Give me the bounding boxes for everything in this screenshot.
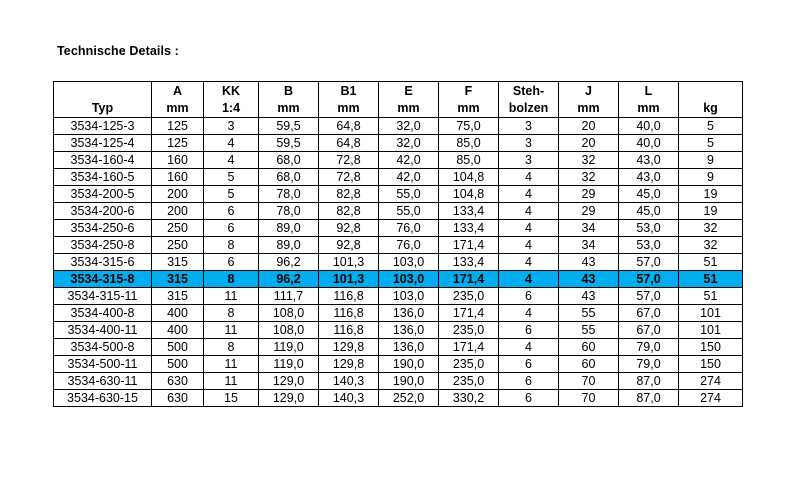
header-row: [54, 82, 743, 118]
table-cell: 101,3: [319, 271, 379, 288]
table-cell: 133,4: [439, 254, 499, 271]
table-row-highlighted: [54, 271, 743, 288]
table-cell: 104,8: [439, 169, 499, 186]
table-cell: 85,0: [439, 135, 499, 152]
table-row: [54, 322, 743, 339]
table-cell: 104,8: [439, 186, 499, 203]
table-cell: 116,8: [319, 305, 379, 322]
table-cell: 6: [499, 356, 559, 373]
table-cell: 274: [679, 373, 743, 390]
table-cell: 140,3: [319, 373, 379, 390]
table-cell: 67,0: [619, 305, 679, 322]
column-header-bottom: 1:4: [221, 101, 241, 115]
table-cell: 171,4: [439, 237, 499, 254]
technical-details-table: [53, 81, 743, 407]
table-cell: 29: [559, 203, 619, 220]
table-cell: 45,0: [619, 203, 679, 220]
table-row: [54, 135, 743, 152]
table-cell: 4: [499, 169, 559, 186]
table-cell: 4: [499, 339, 559, 356]
section-title: Technische Details :: [57, 44, 179, 58]
table-cell: 315: [152, 254, 204, 271]
type-cell: 3534-630-15: [54, 390, 152, 407]
column-header: [499, 82, 559, 118]
table-cell: 250: [152, 237, 204, 254]
table-cell: 3: [499, 152, 559, 169]
table-cell: 45,0: [619, 186, 679, 203]
table-row: [54, 356, 743, 373]
table-cell: 103,0: [379, 288, 439, 305]
table-cell: 4: [499, 203, 559, 220]
table-cell: 34: [559, 237, 619, 254]
column-header-bottom: Typ: [91, 101, 114, 115]
table-cell: 235,0: [439, 288, 499, 305]
table-cell: 53,0: [619, 220, 679, 237]
table-cell: 78,0: [259, 203, 319, 220]
column-header: [379, 82, 439, 118]
table-row: [54, 237, 743, 254]
table-cell: 75,0: [439, 118, 499, 135]
table-cell: 29: [559, 186, 619, 203]
column-header-top: Steh-: [512, 84, 545, 98]
table-cell: 160: [152, 152, 204, 169]
type-cell: 3534-315-8: [54, 271, 152, 288]
table-cell: 235,0: [439, 373, 499, 390]
table-cell: 630: [152, 373, 204, 390]
table-cell: 9: [679, 152, 743, 169]
table-cell: 6: [499, 322, 559, 339]
table-cell: 79,0: [619, 339, 679, 356]
table-cell: 40,0: [619, 135, 679, 152]
column-header-bottom: mm: [277, 101, 300, 115]
table-cell: 79,0: [619, 356, 679, 373]
table-cell: 96,2: [259, 254, 319, 271]
table-cell: 140,3: [319, 390, 379, 407]
column-header-bottom: kg: [703, 101, 718, 115]
column-header: [619, 82, 679, 118]
table-cell: 60: [559, 339, 619, 356]
table-cell: 111,7: [259, 288, 319, 305]
table-cell: 8: [204, 271, 259, 288]
table-cell: 76,0: [379, 220, 439, 237]
table-cell: 34: [559, 220, 619, 237]
type-cell: 3534-125-4: [54, 135, 152, 152]
table-cell: 42,0: [379, 152, 439, 169]
table-cell: 119,0: [259, 339, 319, 356]
table-cell: 55,0: [379, 203, 439, 220]
table-cell: 4: [499, 305, 559, 322]
column-header: [204, 82, 259, 118]
table-cell: 200: [152, 203, 204, 220]
table-cell: 116,8: [319, 288, 379, 305]
column-header-top: [679, 83, 742, 100]
table-cell: 400: [152, 305, 204, 322]
table-cell: 57,0: [619, 271, 679, 288]
table-cell: 103,0: [379, 271, 439, 288]
table-cell: 4: [499, 254, 559, 271]
table-cell: 250: [152, 220, 204, 237]
table-cell: 129,0: [259, 373, 319, 390]
type-cell: 3534-630-11: [54, 373, 152, 390]
table-row: [54, 373, 743, 390]
table-cell: 92,8: [319, 237, 379, 254]
table-cell: 55: [559, 322, 619, 339]
type-cell: 3534-500-8: [54, 339, 152, 356]
table-cell: 4: [499, 237, 559, 254]
column-header-top: A: [172, 84, 183, 98]
table-cell: 171,4: [439, 339, 499, 356]
column-header-top: F: [464, 84, 473, 98]
table-cell: 68,0: [259, 169, 319, 186]
table-cell: 4: [499, 186, 559, 203]
table-cell: 32: [679, 220, 743, 237]
table-row: [54, 169, 743, 186]
type-cell: 3534-160-4: [54, 152, 152, 169]
table-cell: 85,0: [439, 152, 499, 169]
table-cell: 32,0: [379, 135, 439, 152]
table-cell: 43: [559, 254, 619, 271]
table-cell: 129,0: [259, 390, 319, 407]
table-cell: 125: [152, 118, 204, 135]
column-header-bottom: mm: [397, 101, 420, 115]
table-cell: 15: [204, 390, 259, 407]
table-cell: 101: [679, 322, 743, 339]
table-cell: 136,0: [379, 339, 439, 356]
table-cell: 43: [559, 288, 619, 305]
table-cell: 57,0: [619, 254, 679, 271]
table-cell: 5: [679, 135, 743, 152]
table-cell: 8: [204, 237, 259, 254]
column-header-bottom: mm: [166, 101, 189, 115]
column-header-bottom: mm: [637, 101, 660, 115]
table-cell: 330,2: [439, 390, 499, 407]
table-cell: 5: [204, 186, 259, 203]
column-header-bottom: mm: [457, 101, 480, 115]
table-cell: 235,0: [439, 356, 499, 373]
type-cell: 3534-200-5: [54, 186, 152, 203]
table-cell: 43,0: [619, 169, 679, 186]
table-cell: 252,0: [379, 390, 439, 407]
table-cell: 129,8: [319, 339, 379, 356]
column-header-top: [54, 83, 151, 100]
table-cell: 72,8: [319, 169, 379, 186]
table-cell: 89,0: [259, 220, 319, 237]
type-cell: 3534-125-3: [54, 118, 152, 135]
table-cell: 87,0: [619, 390, 679, 407]
table-cell: 3: [499, 118, 559, 135]
table-row: [54, 152, 743, 169]
table-cell: 82,8: [319, 203, 379, 220]
type-cell: 3534-250-8: [54, 237, 152, 254]
table-cell: 5: [204, 169, 259, 186]
table-cell: 19: [679, 186, 743, 203]
type-cell: 3534-160-5: [54, 169, 152, 186]
table-cell: 4: [499, 220, 559, 237]
table-cell: 160: [152, 169, 204, 186]
table-cell: 70: [559, 390, 619, 407]
table-cell: 4: [204, 135, 259, 152]
table-cell: 53,0: [619, 237, 679, 254]
table-cell: 72,8: [319, 152, 379, 169]
table-cell: 82,8: [319, 186, 379, 203]
table-cell: 43,0: [619, 152, 679, 169]
table-cell: 32: [559, 152, 619, 169]
table-cell: 32,0: [379, 118, 439, 135]
column-header: [319, 82, 379, 118]
table-body: [54, 118, 743, 407]
column-header-top: B1: [340, 84, 357, 98]
table-cell: 96,2: [259, 271, 319, 288]
table-cell: 190,0: [379, 356, 439, 373]
table-cell: 315: [152, 271, 204, 288]
table-row: [54, 203, 743, 220]
table-cell: 59,5: [259, 118, 319, 135]
table-cell: 67,0: [619, 322, 679, 339]
table-cell: 171,4: [439, 305, 499, 322]
table-cell: 55,0: [379, 186, 439, 203]
table-cell: 171,4: [439, 271, 499, 288]
type-cell: 3534-250-6: [54, 220, 152, 237]
table-cell: 64,8: [319, 118, 379, 135]
table-cell: 630: [152, 390, 204, 407]
type-cell: 3534-400-8: [54, 305, 152, 322]
table-cell: 57,0: [619, 288, 679, 305]
table-cell: 400: [152, 322, 204, 339]
table-cell: 55: [559, 305, 619, 322]
table-cell: 51: [679, 271, 743, 288]
table-cell: 70: [559, 373, 619, 390]
table-cell: 32: [679, 237, 743, 254]
column-header: [152, 82, 204, 118]
column-header-bottom: mm: [337, 101, 360, 115]
table-row: [54, 220, 743, 237]
table-cell: 87,0: [619, 373, 679, 390]
table-cell: 101: [679, 305, 743, 322]
table-cell: 6: [204, 203, 259, 220]
table-cell: 235,0: [439, 322, 499, 339]
table-cell: 89,0: [259, 237, 319, 254]
table-cell: 133,4: [439, 203, 499, 220]
table-cell: 40,0: [619, 118, 679, 135]
type-cell: 3534-400-11: [54, 322, 152, 339]
table-cell: 6: [499, 288, 559, 305]
column-header-bottom: bolzen: [508, 101, 549, 115]
table-cell: 103,0: [379, 254, 439, 271]
table-cell: 4: [499, 271, 559, 288]
column-header: [54, 82, 152, 118]
table-cell: 129,8: [319, 356, 379, 373]
table-cell: 76,0: [379, 237, 439, 254]
table-cell: 315: [152, 288, 204, 305]
table-cell: 51: [679, 254, 743, 271]
column-header: [679, 82, 743, 118]
table-cell: 125: [152, 135, 204, 152]
type-cell: 3534-315-11: [54, 288, 152, 305]
table-cell: 190,0: [379, 373, 439, 390]
table-cell: 108,0: [259, 305, 319, 322]
table-cell: 51: [679, 288, 743, 305]
table-cell: 60: [559, 356, 619, 373]
column-header-top: B: [283, 84, 294, 98]
table-row: [54, 390, 743, 407]
table-cell: 59,5: [259, 135, 319, 152]
table-cell: 20: [559, 118, 619, 135]
table-cell: 101,3: [319, 254, 379, 271]
table-cell: 274: [679, 390, 743, 407]
column-header: [259, 82, 319, 118]
table-row: [54, 254, 743, 271]
table-cell: 108,0: [259, 322, 319, 339]
column-header-top: KK: [221, 84, 241, 98]
table-cell: 5: [679, 118, 743, 135]
table-cell: 8: [204, 339, 259, 356]
column-header: [559, 82, 619, 118]
table-cell: 11: [204, 373, 259, 390]
type-cell: 3534-315-6: [54, 254, 152, 271]
table-row: [54, 186, 743, 203]
table-cell: 133,4: [439, 220, 499, 237]
column-header-top: L: [644, 84, 653, 98]
type-cell: 3534-200-6: [54, 203, 152, 220]
table-cell: 64,8: [319, 135, 379, 152]
table-cell: 92,8: [319, 220, 379, 237]
table-cell: 68,0: [259, 152, 319, 169]
table-cell: 500: [152, 339, 204, 356]
table-row: [54, 305, 743, 322]
table-cell: 4: [204, 152, 259, 169]
table-cell: 78,0: [259, 186, 319, 203]
table-cell: 150: [679, 356, 743, 373]
table-cell: 136,0: [379, 305, 439, 322]
table-cell: 3: [499, 135, 559, 152]
column-header-top: J: [585, 84, 592, 98]
table-cell: 32: [559, 169, 619, 186]
table-cell: 200: [152, 186, 204, 203]
type-cell: 3534-500-11: [54, 356, 152, 373]
table-cell: 20: [559, 135, 619, 152]
column-header-bottom: mm: [577, 101, 600, 115]
table-cell: 9: [679, 169, 743, 186]
table-cell: 119,0: [259, 356, 319, 373]
table-cell: 43: [559, 271, 619, 288]
table-cell: 19: [679, 203, 743, 220]
table-cell: 6: [499, 390, 559, 407]
table-cell: 11: [204, 322, 259, 339]
table-cell: 11: [204, 356, 259, 373]
table-cell: 11: [204, 288, 259, 305]
table-row: [54, 339, 743, 356]
column-header: [439, 82, 499, 118]
table-cell: 116,8: [319, 322, 379, 339]
table-cell: 6: [204, 220, 259, 237]
table-cell: 500: [152, 356, 204, 373]
column-header-top: E: [404, 84, 413, 98]
table-cell: 3: [204, 118, 259, 135]
table-cell: 6: [204, 254, 259, 271]
table-cell: 150: [679, 339, 743, 356]
table-row: [54, 288, 743, 305]
table-cell: 6: [499, 373, 559, 390]
table-cell: 42,0: [379, 169, 439, 186]
table-row: [54, 118, 743, 135]
table-cell: 136,0: [379, 322, 439, 339]
table-cell: 8: [204, 305, 259, 322]
